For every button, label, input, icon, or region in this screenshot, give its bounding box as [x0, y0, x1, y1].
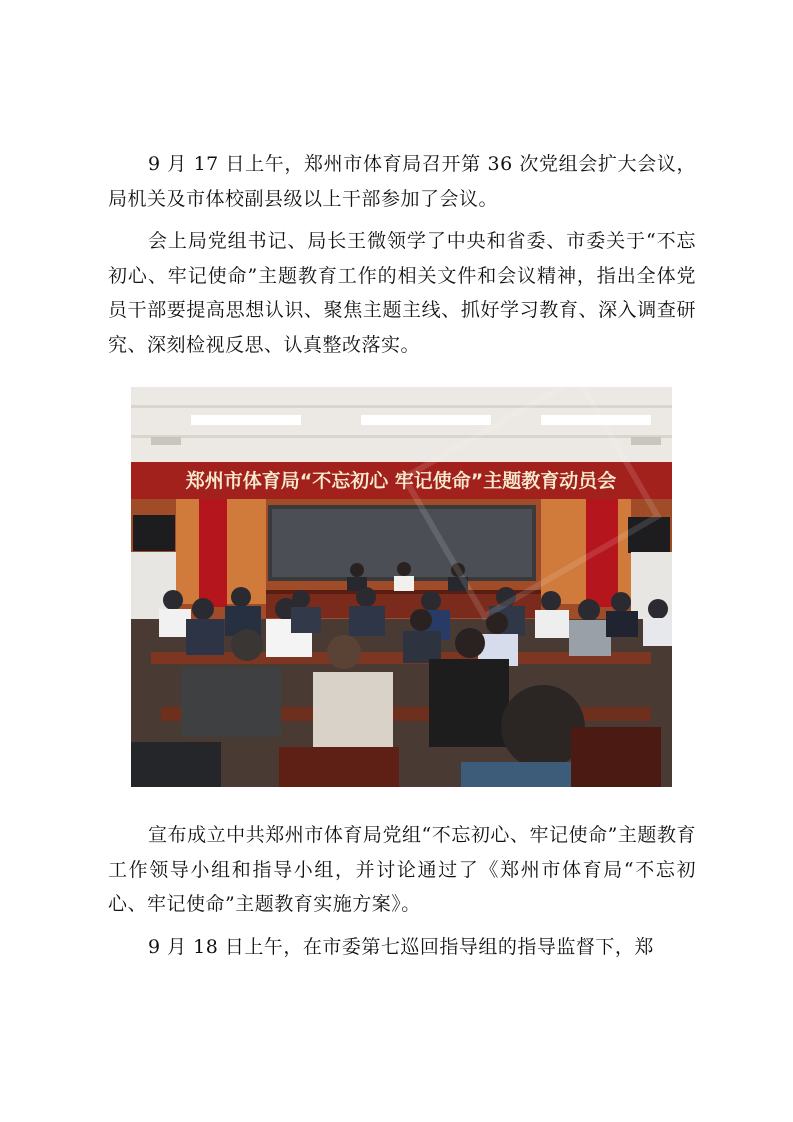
paragraph-study-remarks: 会上局党组书记、局长王微领学了中央和省委、市委关于“不忘初心、牢记使命”主题教育工作的相关文件和会议精神，指出全体党员干部要提高思想认识、聚焦主题主线、抓好学习教育、深入调查研究、深刻检视反思、认真整改落实。 [108, 230, 696, 356]
monitor-left [133, 515, 175, 551]
chair-front-left [279, 747, 399, 787]
meeting-photo [131, 387, 672, 787]
paragraph-sept-18: 9 月 18 日上午，在市委第七巡回指导组的指导监督下，郑 [148, 936, 654, 958]
banner [131, 462, 672, 499]
curtain-left [199, 499, 227, 607]
banner-text: 郑州市体育局“不忘初心 牢记使命”主题教育动员会 [185, 470, 617, 492]
paragraph-group-announcement: 宣布成立中共郑州市体育局党组“不忘初心、牢记使命”主题教育工作领导小组和指导小组，并讨论通过了《郑州市体育局“不忘初心、牢记使命”主题教育实施方案》。 [108, 824, 696, 915]
chair-front-right [571, 727, 661, 787]
paragraph-meeting-intro: 9 月 17 日上午，郑州市体育局召开第 36 次党组会扩大会议，局机关及市体校副县级以上干部参加了会议。 [108, 153, 696, 210]
